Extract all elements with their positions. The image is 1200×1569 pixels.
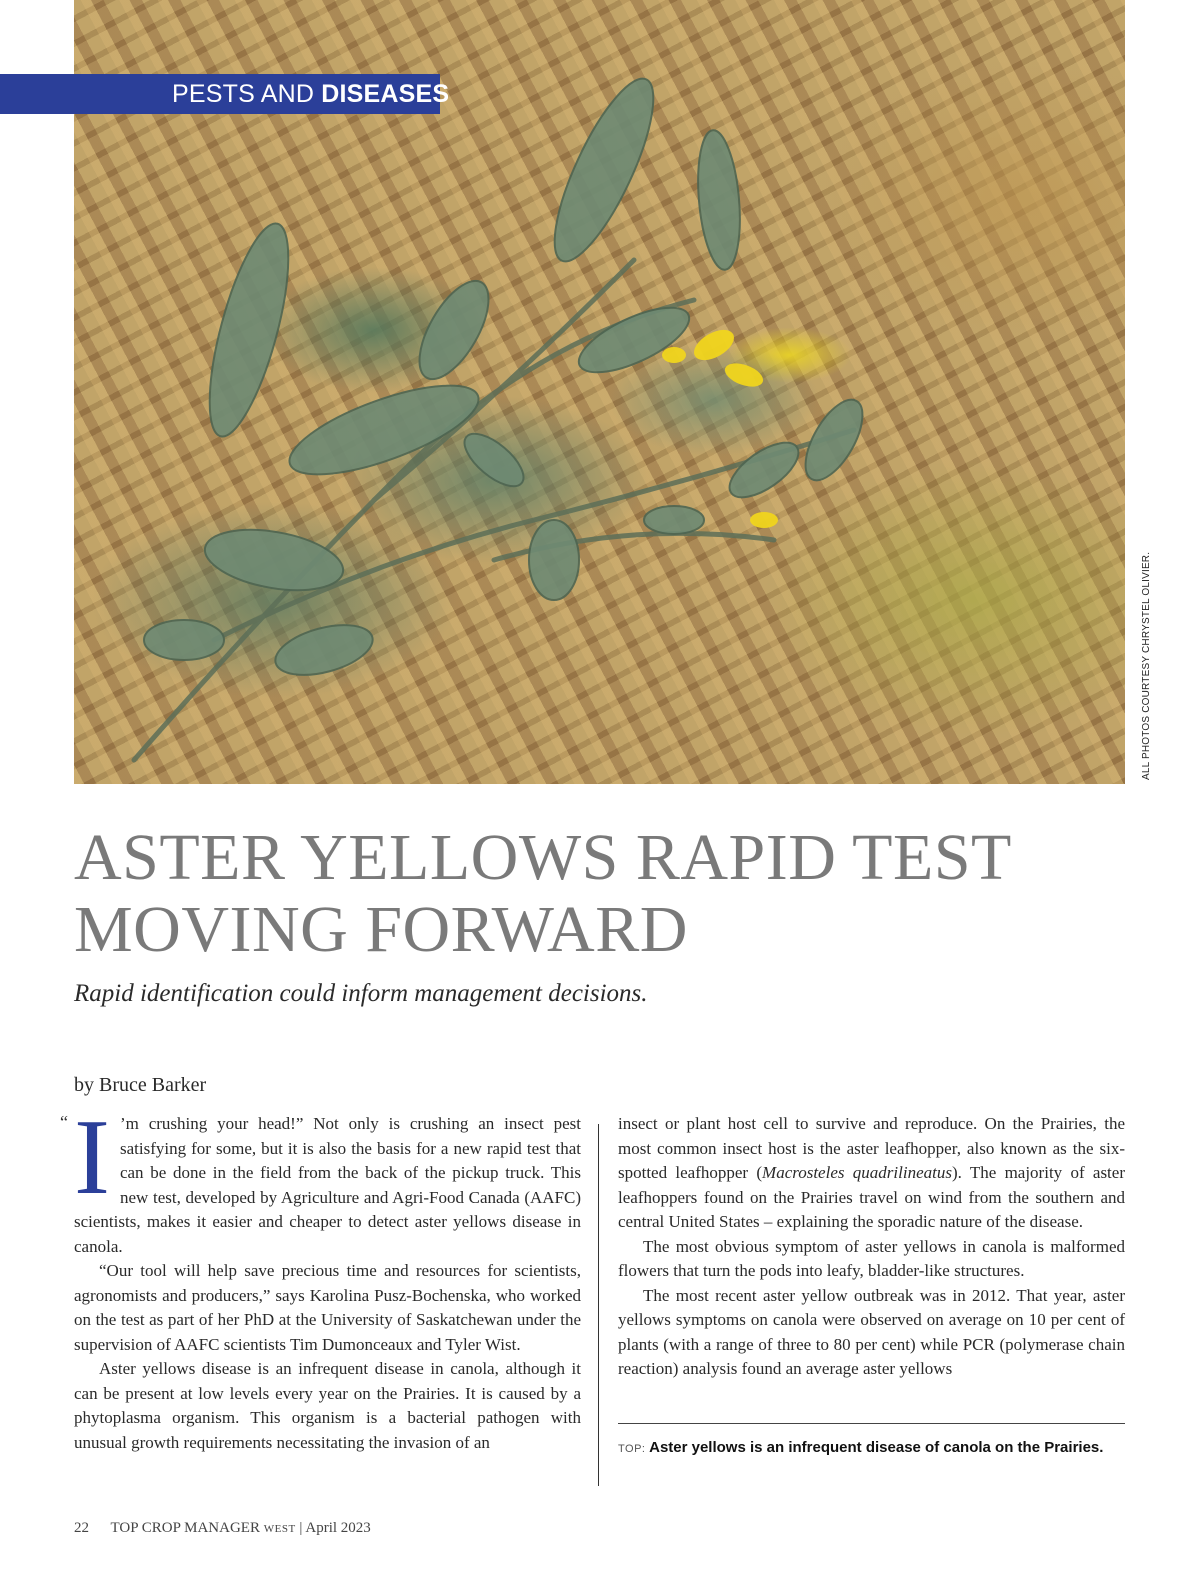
page-number: 22 bbox=[74, 1520, 89, 1536]
drop-cap: I bbox=[74, 1098, 110, 1217]
paragraph: The most obvious symptom of aster yellows in canola is malformed flowers that turn the pods into leafy, bladder-like structures. bbox=[618, 1236, 1125, 1280]
section-tag bbox=[0, 74, 450, 114]
caption-text: Aster yellows is an infrequent disease of canola on the Prairies. bbox=[649, 1439, 1104, 1456]
paragraph: The most recent aster yellow outbreak was in 2012. That year, aster yellows symptoms on canola were observed on average on 10 per cent of plants (with a range of three to 80 per cent) while PCR (polymerase chain reaction) analysis found an average aster yellows bbox=[618, 1285, 1125, 1378]
canola-plant-illustration bbox=[74, 0, 1125, 784]
section-tag-prefix: PESTS AND bbox=[172, 80, 315, 108]
paragraph-text: ’m crushing your head!” Not only is crushing an insect pest satisfying for some, but it is also the basis for a new rapid test that can be done in the field from the back of the pickup truck. This new test, developed by Agriculture and Agri-Food Canada (AAFC) scientists, makes it easier and cheaper to detect aster yellows disease in canola. bbox=[74, 1114, 581, 1256]
column-divider bbox=[598, 1124, 599, 1486]
canola-plant-photo bbox=[74, 0, 1125, 784]
open-quote-mark: “ bbox=[60, 1112, 68, 1132]
photo-credit: ALL PHOTOS COURTESY CHRYSTEL OLIVIER. bbox=[1141, 551, 1152, 780]
footer-separator: | bbox=[299, 1520, 303, 1536]
paragraph-text: insect or plant host cell to survive and reproduce. On the Prairies, the most common insect host is the aster leafhopper, also known as the six-spotted leafhopper ( bbox=[618, 1114, 1125, 1182]
paragraph bbox=[618, 1112, 1125, 1235]
article-dek: Rapid identification could inform management decisions. bbox=[74, 980, 648, 1007]
photo-caption bbox=[618, 1438, 1125, 1459]
caption-divider bbox=[618, 1423, 1125, 1424]
issue-date: April 2023 bbox=[305, 1520, 371, 1536]
species-name: Macrosteles quadrilineatus bbox=[762, 1163, 952, 1182]
publication-edition: WEST bbox=[263, 1523, 296, 1535]
byline: by Bruce Barker bbox=[74, 1074, 207, 1096]
page-footer bbox=[74, 1520, 389, 1537]
paragraph-text: ). The majority of aster leafhoppers found on the Prairies travel on wind from the southern and central United States – explaining the sporadic nature of the disease. bbox=[618, 1163, 1125, 1231]
publication-name: TOP CROP MANAGER bbox=[110, 1520, 260, 1536]
paragraph: “Our tool will help save precious time and resources for scientists, agronomists and producers,” says Karolina Pusz-Bochenska, who worked on the test as part of her PhD at the University of Saskatchewan under the supervision of AAFC scientists Tim Dumonceaux and Tyler Wist. bbox=[74, 1261, 581, 1354]
article-column-1 bbox=[74, 1098, 581, 1455]
article-column-2 bbox=[618, 1112, 1125, 1382]
paragraph bbox=[74, 1098, 581, 1259]
caption-label: TOP: bbox=[618, 1443, 646, 1455]
article-headline: ASTER YELLOWS RAPID TEST MOVING FORWARD bbox=[74, 821, 1011, 966]
section-tag-emphasis: DISEASES bbox=[321, 80, 450, 108]
paragraph: Aster yellows disease is an infrequent disease in canola, although it can be present at low levels every year on the Prairies. It is caused by a phytoplasma organism. This organism is a bacterial pathogen with unusual growth requirements necessitating the invasion of an bbox=[74, 1359, 581, 1452]
